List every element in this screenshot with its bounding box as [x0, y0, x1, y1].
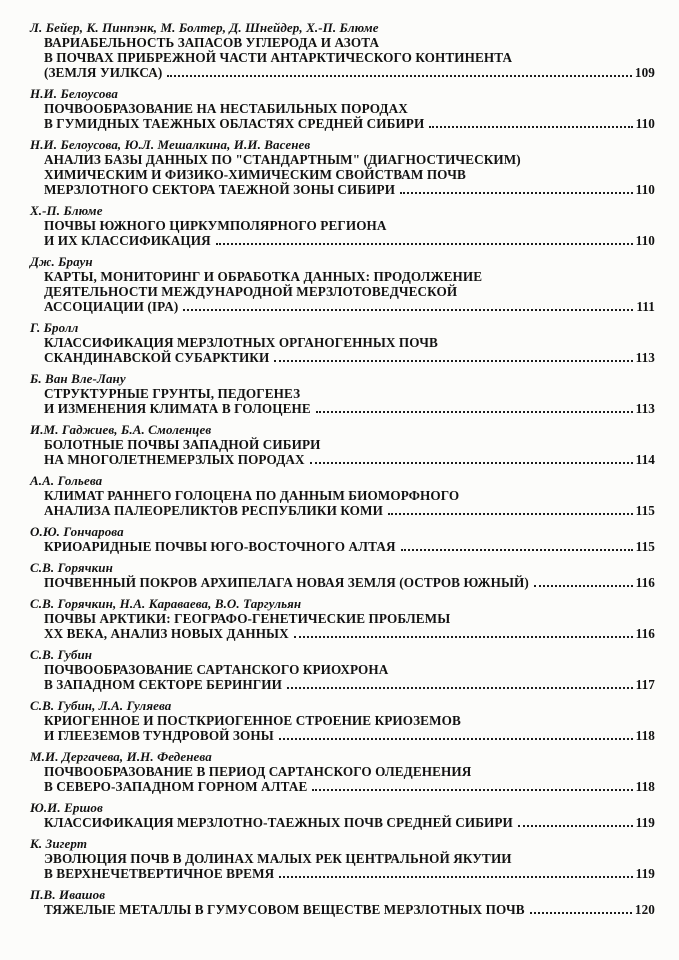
entry-title: [44, 902, 655, 917]
dot-leader-icon: [216, 243, 633, 245]
entry-title-line: КРИОГЕННОЕ И ПОСТКРИОГЕННОЕ СТРОЕНИЕ КРИОЗЕМОВ: [44, 713, 461, 728]
dot-leader-icon: [312, 789, 632, 791]
entry-page-number: 109: [634, 65, 655, 80]
entry-page-number: 119: [635, 815, 655, 830]
entry-title: [44, 575, 655, 590]
entry-title-line: АНАЛИЗ БАЗЫ ДАННЫХ ПО "СТАНДАРТНЫМ" (ДИАГНОСТИЧЕСКИМ): [44, 152, 521, 167]
toc-entry: [30, 749, 655, 794]
entry-title: [44, 713, 655, 743]
entry-authors: М.И. Дергачева, И.Н. Феденева: [30, 749, 212, 764]
entry-title-last-text: КЛАССИФИКАЦИЯ МЕРЗЛОТНО-ТАЕЖНЫХ ПОЧВ СРЕДНЕЙ СИБИРИ: [44, 815, 513, 830]
entry-title-line: КЛИМАТ РАННЕГО ГОЛОЦЕНА ПО ДАННЫМ БИОМОРФНОГО: [44, 488, 460, 503]
entry-title-last-line: [44, 116, 655, 131]
entry-title: [44, 35, 655, 80]
toc-entry: [30, 86, 655, 131]
entry-title-last-line: [44, 866, 655, 881]
entry-page-number: 115: [635, 539, 655, 554]
entry-authors: Дж. Браун: [30, 254, 93, 269]
entry-title-line: КАРТЫ, МОНИТОРИНГ И ОБРАБОТКА ДАННЫХ: ПРОДОЛЖЕНИЕ: [44, 269, 483, 284]
entry-title-last-text: В ВЕРХНЕЧЕТВЕРТИЧНОЕ ВРЕМЯ: [44, 866, 275, 881]
toc-entry: [30, 800, 655, 830]
dot-leader-icon: [167, 75, 631, 77]
toc-entry: [30, 203, 655, 248]
entry-title-last-text: (ЗЕМЛЯ УИЛКСА): [44, 65, 163, 80]
dot-leader-icon: [310, 462, 633, 464]
entry-title-line: ДЕЯТЕЛЬНОСТИ МЕЖДУНАРОДНОЙ МЕРЗЛОТОВЕДЧЕСКОЙ: [44, 284, 458, 299]
entry-title-last-line: [44, 182, 655, 197]
entry-title-line: ВАРИАБЕЛЬНОСТЬ ЗАПАСОВ УГЛЕРОДА И АЗОТА: [44, 35, 380, 50]
dot-leader-icon: [279, 876, 632, 878]
entry-title-last-text: АССОЦИАЦИИ (IPA): [44, 299, 179, 314]
toc-entry: [30, 254, 655, 314]
entry-title-last-line: [44, 677, 655, 692]
entry-title: [44, 335, 655, 365]
entry-authors: Ю.И. Ершов: [30, 800, 103, 815]
toc-entry: [30, 560, 655, 590]
entry-title-line: КЛАССИФИКАЦИЯ МЕРЗЛОТНЫХ ОРГАНОГЕННЫХ ПОЧВ: [44, 335, 438, 350]
entry-title-last-line: [44, 902, 655, 917]
toc-entry: [30, 20, 655, 80]
entry-authors: Х.-П. Блюме: [30, 203, 103, 218]
entry-title-last-text: В СЕВЕРО-ЗАПАДНОМ ГОРНОМ АЛТАЕ: [44, 779, 308, 794]
entry-page-number: 110: [635, 233, 655, 248]
entry-title-last-line: [44, 503, 655, 518]
toc-entry: [30, 473, 655, 518]
entry-authors: И.М. Гаджиев, Б.А. Смоленцев: [30, 422, 212, 437]
entry-title-last-line: [44, 575, 655, 590]
toc-entry: [30, 887, 655, 917]
entry-page-number: 111: [636, 299, 655, 314]
toc-entry: [30, 647, 655, 692]
entry-page-number: 118: [635, 779, 655, 794]
entry-title-line: ЭВОЛЮЦИЯ ПОЧВ В ДОЛИНАХ МАЛЫХ РЕК ЦЕНТРАЛЬНОЙ ЯКУТИИ: [44, 851, 512, 866]
entry-title-line: СТРУКТУРНЫЕ ГРУНТЫ, ПЕДОГЕНЕЗ: [44, 386, 301, 401]
entry-title-line: ПОЧВООБРАЗОВАНИЕ НА НЕСТАБИЛЬНЫХ ПОРОДАХ: [44, 101, 408, 116]
entry-page-number: 110: [635, 116, 655, 131]
entry-title-last-text: КРИОАРИДНЫЕ ПОЧВЫ ЮГО-ВОСТОЧНОГО АЛТАЯ: [44, 539, 396, 554]
dot-leader-icon: [401, 549, 633, 551]
entry-authors: Г. Бролл: [30, 320, 79, 335]
entry-authors: С.В. Губин: [30, 647, 93, 662]
entry-title-last-text: ПОЧВЕННЫЙ ПОКРОВ АРХИПЕЛАГА НОВАЯ ЗЕМЛЯ (ОСТРОВ ЮЖНЫЙ): [44, 575, 529, 590]
entry-title: [44, 488, 655, 518]
entry-title-line: ПОЧВООБРАЗОВАНИЕ САРТАНСКОГО КРИОХРОНА: [44, 662, 389, 677]
dot-leader-icon: [274, 360, 632, 362]
entry-title: [44, 539, 655, 554]
entry-authors: К. Зигерт: [30, 836, 88, 851]
entry-title-last-text: В ГУМИДНЫХ ТАЕЖНЫХ ОБЛАСТЯХ СРЕДНЕЙ СИБИРИ: [44, 116, 425, 131]
entry-title-last-line: [44, 350, 655, 365]
entry-authors: А.А. Гольева: [30, 473, 103, 488]
toc-entry: [30, 371, 655, 416]
entry-authors: Н.И. Белоусова, Ю.Л. Мешалкина, И.И. Васенев: [30, 137, 311, 152]
entry-title: [44, 815, 655, 830]
dot-leader-icon: [183, 309, 633, 311]
entry-title-last-text: И ГЛЕЕЗЕМОВ ТУНДРОВОЙ ЗОНЫ: [44, 728, 274, 743]
entry-page-number: 117: [635, 677, 655, 692]
entry-title: [44, 386, 655, 416]
dot-leader-icon: [279, 738, 633, 740]
dot-leader-icon: [316, 411, 633, 413]
entry-authors: С.В. Горячкин: [30, 560, 113, 575]
entry-title-last-text: И ИХ КЛАССИФИКАЦИЯ: [44, 233, 211, 248]
entry-authors: О.Ю. Гончарова: [30, 524, 124, 539]
entry-title-last-text: АНАЛИЗА ПАЛЕОРЕЛИКТОВ РЕСПУБЛИКИ КОМИ: [44, 503, 383, 518]
entry-title: [44, 611, 655, 641]
toc-entry: [30, 698, 655, 743]
entry-page-number: 120: [634, 902, 655, 917]
entry-page-number: 119: [635, 866, 655, 881]
entry-title-last-text: XX ВЕКА, АНАЛИЗ НОВЫХ ДАННЫХ: [44, 626, 289, 641]
entry-title-last-line: [44, 452, 655, 467]
entry-page-number: 116: [635, 626, 655, 641]
toc-entry: [30, 596, 655, 641]
entry-title-last-line: [44, 779, 655, 794]
entry-page-number: 114: [635, 452, 655, 467]
entry-authors: Л. Бейер, К. Пинпэнк, М. Болтер, Д. Шнейдер, Х.-П. Блюме: [30, 20, 379, 35]
dot-leader-icon: [388, 513, 633, 515]
entry-title-line: ПОЧВЫ АРКТИКИ: ГЕОГРАФО-ГЕНЕТИЧЕСКИЕ ПРОБЛЕМЫ: [44, 611, 451, 626]
entry-title: [44, 269, 655, 314]
entry-title-last-line: [44, 539, 655, 554]
entry-title: [44, 437, 655, 467]
entry-title: [44, 218, 655, 248]
entry-page-number: 116: [635, 575, 655, 590]
dot-leader-icon: [530, 912, 632, 914]
entry-title: [44, 101, 655, 131]
dot-leader-icon: [400, 192, 633, 194]
entry-title-last-line: [44, 728, 655, 743]
dot-leader-icon: [287, 687, 633, 689]
dot-leader-icon: [518, 825, 633, 827]
entry-authors: Б. Ван Вле-Лану: [30, 371, 126, 386]
entry-title-last-line: [44, 299, 655, 314]
entry-authors: С.В. Горячкин, Н.А. Караваева, В.О. Таргульян: [30, 596, 302, 611]
entry-title-last-text: ТЯЖЕЛЫЕ МЕТАЛЛЫ В ГУМУСОВОМ ВЕЩЕСТВЕ МЕРЗЛОТНЫХ ПОЧВ: [44, 902, 525, 917]
entry-title-last-line: [44, 65, 655, 80]
toc-entry: [30, 137, 655, 197]
entry-title-last-line: [44, 815, 655, 830]
toc-entry: [30, 422, 655, 467]
entry-title: [44, 764, 655, 794]
entry-title: [44, 152, 655, 197]
toc-entries: [30, 20, 655, 917]
entry-title-last-text: МЕРЗЛОТНОГО СЕКТОРА ТАЕЖНОЙ ЗОНЫ СИБИРИ: [44, 182, 396, 197]
entry-page-number: 110: [635, 182, 655, 197]
entry-title-line: ПОЧВЫ ЮЖНОГО ЦИРКУМПОЛЯРНОГО РЕГИОНА: [44, 218, 387, 233]
entry-title-line: ХИМИЧЕСКИМ И ФИЗИКО-ХИМИЧЕСКИМ СВОЙСТВАМ ПОЧВ: [44, 167, 466, 182]
entry-title-line: БОЛОТНЫЕ ПОЧВЫ ЗАПАДНОЙ СИБИРИ: [44, 437, 321, 452]
entry-page-number: 115: [635, 503, 655, 518]
entry-title-line: В ПОЧВАХ ПРИБРЕЖНОЙ ЧАСТИ АНТАРКТИЧЕСКОГО КОНТИНЕНТА: [44, 50, 513, 65]
toc-entry: [30, 836, 655, 881]
dot-leader-icon: [429, 126, 632, 128]
entry-title: [44, 662, 655, 692]
dot-leader-icon: [294, 636, 633, 638]
toc-entry: [30, 524, 655, 554]
entry-title-last-line: [44, 233, 655, 248]
entry-page-number: 118: [635, 728, 655, 743]
entry-title-last-text: И ИЗМЕНЕНИЯ КЛИМАТА В ГОЛОЦЕНЕ: [44, 401, 311, 416]
entry-authors: С.В. Губин, Л.А. Гуляева: [30, 698, 172, 713]
dot-leader-icon: [534, 585, 633, 587]
entry-title-last-text: СКАНДИНАВСКОЙ СУБАРКТИКИ: [44, 350, 270, 365]
entry-title-line: ПОЧВООБРАЗОВАНИЕ В ПЕРИОД САРТАНСКОГО ОЛЕДЕНЕНИЯ: [44, 764, 472, 779]
entry-title-last-text: НА МНОГОЛЕТНЕМЕРЗЛЫХ ПОРОДАХ: [44, 452, 305, 467]
entry-authors: П.В. Ивашов: [30, 887, 106, 902]
entry-title-last-text: В ЗАПАДНОМ СЕКТОРЕ БЕРИНГИИ: [44, 677, 282, 692]
entry-authors: Н.И. Белоусова: [30, 86, 118, 101]
entry-page-number: 113: [635, 401, 655, 416]
entry-title-last-line: [44, 401, 655, 416]
entry-title-last-line: [44, 626, 655, 641]
toc-entry: [30, 320, 655, 365]
entry-title: [44, 851, 655, 881]
entry-page-number: 113: [635, 350, 655, 365]
